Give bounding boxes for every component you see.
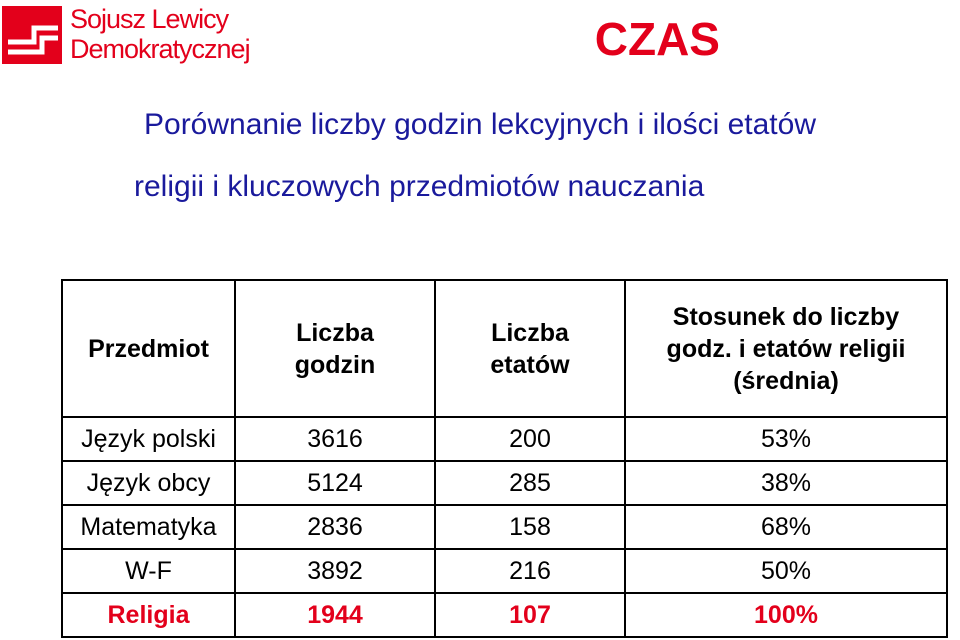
table-row bbox=[62, 417, 947, 461]
logo-line1: Sojusz Lewicy bbox=[70, 4, 229, 34]
cell-hours: 3892 bbox=[235, 549, 435, 593]
table-header-row bbox=[62, 280, 947, 417]
logo-line2: Demokratycznej bbox=[70, 34, 250, 64]
cell-hours: 2836 bbox=[235, 505, 435, 549]
cell-subject: Matematyka bbox=[62, 505, 235, 549]
cell-subject: Język obcy bbox=[62, 461, 235, 505]
cell-positions: 107 bbox=[435, 593, 625, 637]
col-header-ratio-text: Stosunek do liczby godz. i etatów religii (średnia) bbox=[666, 302, 906, 395]
cell-hours: 1944 bbox=[235, 593, 435, 637]
cell-hours: 3616 bbox=[235, 417, 435, 461]
cell-ratio: 53% bbox=[625, 417, 947, 461]
comparison-table bbox=[61, 279, 948, 638]
cell-ratio: 68% bbox=[625, 505, 947, 549]
col-header-hours-text: Liczba godzin bbox=[294, 318, 376, 379]
cell-positions: 158 bbox=[435, 505, 625, 549]
sld-logo-icon bbox=[0, 2, 66, 68]
cell-ratio: 100% bbox=[625, 593, 947, 637]
col-header-positions-text: Liczba etatów bbox=[490, 318, 570, 379]
table-row bbox=[62, 461, 947, 505]
cell-hours: 5124 bbox=[235, 461, 435, 505]
page-title-line2: religii i kluczowych przedmiotów nauczania bbox=[134, 170, 705, 203]
cell-subject: Religia bbox=[62, 593, 235, 637]
col-header-subject: Przedmiot bbox=[62, 280, 235, 417]
cell-positions: 285 bbox=[435, 461, 625, 505]
col-header-ratio bbox=[625, 280, 947, 417]
table-row bbox=[62, 505, 947, 549]
sld-logo bbox=[0, 0, 270, 70]
table-row-religion bbox=[62, 593, 947, 637]
cell-subject: Język polski bbox=[62, 417, 235, 461]
cell-subject: W-F bbox=[62, 549, 235, 593]
cell-positions: 216 bbox=[435, 549, 625, 593]
col-header-hours bbox=[235, 280, 435, 417]
table-row bbox=[62, 549, 947, 593]
page-title-line1: Porównanie liczby godzin lekcyjnych i ilości etatów bbox=[144, 108, 816, 141]
cell-ratio: 38% bbox=[625, 461, 947, 505]
logo-wordmark bbox=[70, 4, 250, 64]
cell-ratio: 50% bbox=[625, 549, 947, 593]
czas-badge: CZAS bbox=[594, 13, 720, 65]
col-header-positions bbox=[435, 280, 625, 417]
cell-positions: 200 bbox=[435, 417, 625, 461]
